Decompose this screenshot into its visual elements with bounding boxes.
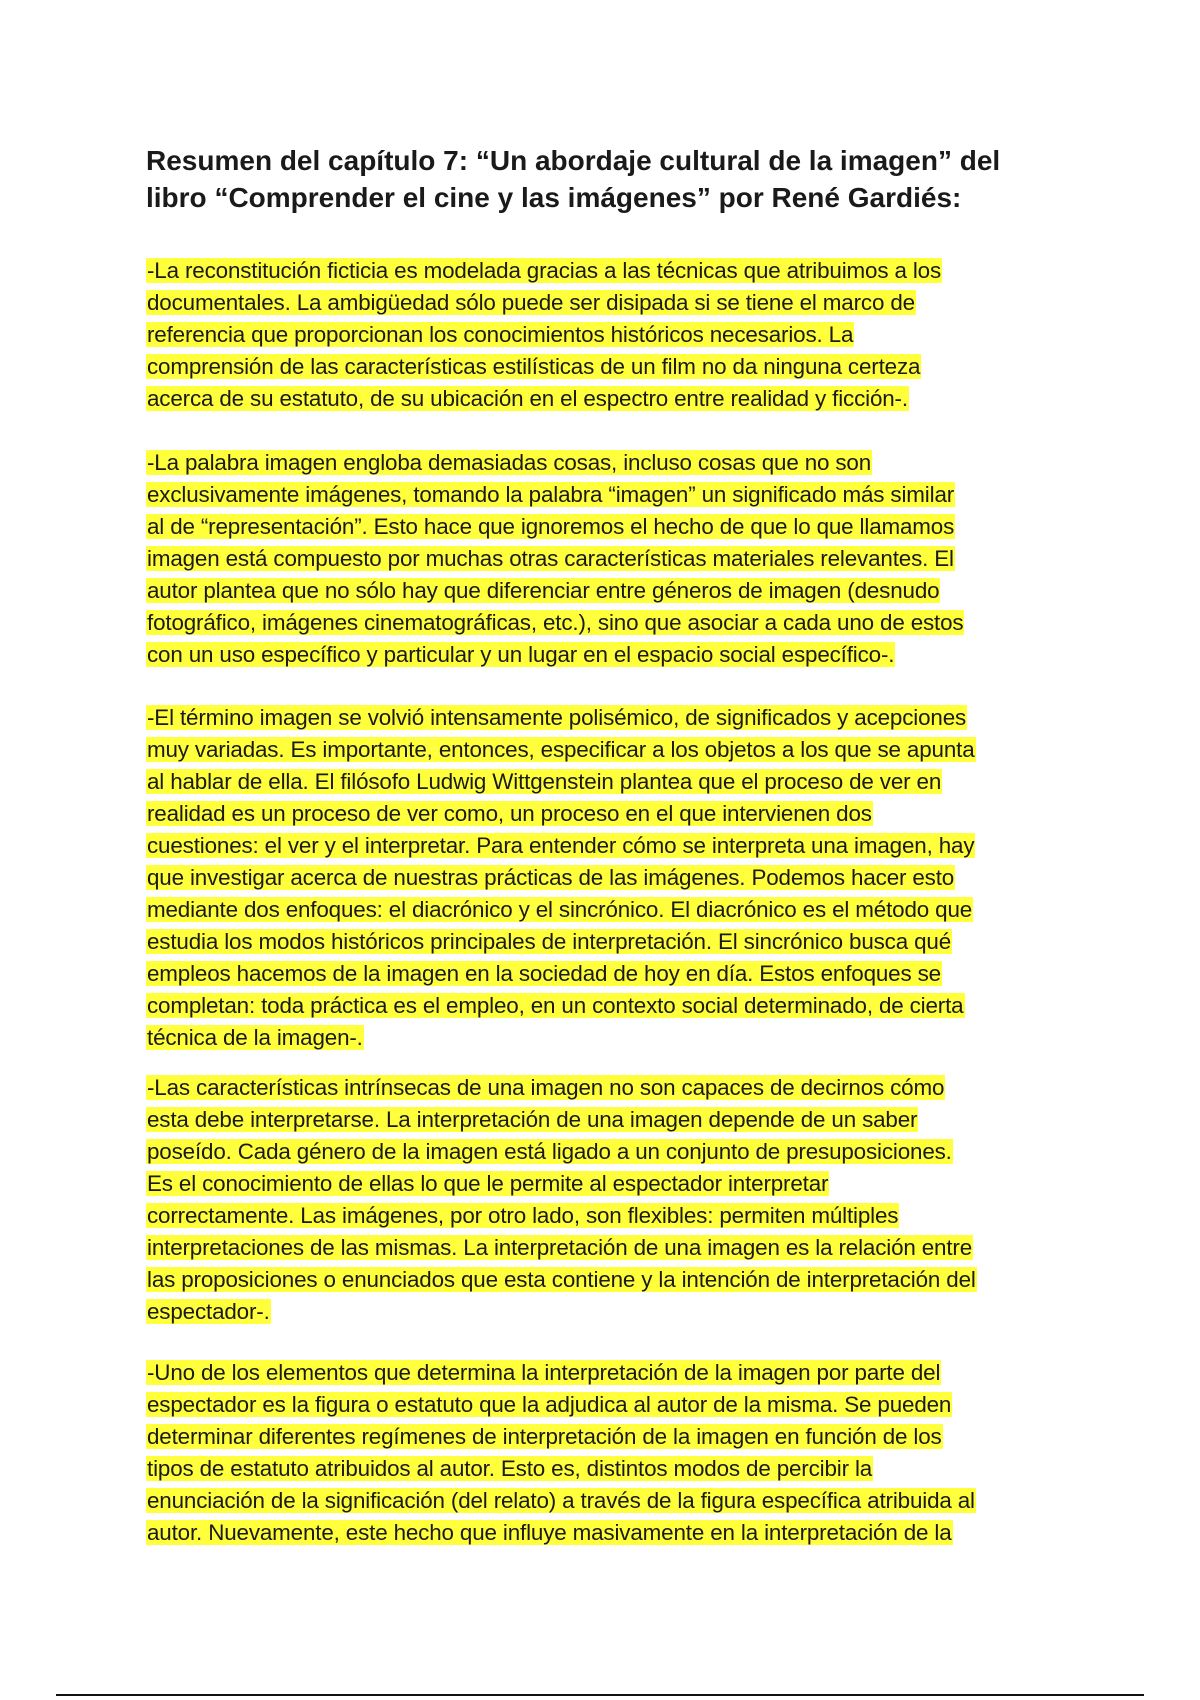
text-line: [146, 1357, 1076, 1389]
text-line: [146, 894, 1076, 926]
highlighted-text: esta debe interpretarse. La interpretación de una imagen depende de un saber: [147, 1107, 918, 1132]
text-line: [146, 1517, 1076, 1549]
text-line: [146, 511, 1076, 543]
highlighted-text: -La reconstitución ficticia es modelada gracias a las técnicas que atribuimos a los: [147, 258, 942, 283]
highlighted-text: documentales. La ambigüedad sólo puede ser disipada si se tiene el marco de: [147, 290, 915, 315]
text-line: [146, 734, 1076, 766]
highlighted-text: cuestiones: el ver y el interpretar. Para entender cómo se interpreta una imagen, hay: [147, 833, 975, 858]
highlighted-text: exclusivamente imágenes, tomando la palabra “imagen” un significado más similar: [147, 482, 955, 507]
highlighted-text: imagen está compuesto por muchas otras características materiales relevantes. El: [147, 546, 954, 571]
page-bottom-divider: [56, 1694, 1144, 1696]
text-line: [146, 1168, 1076, 1200]
highlighted-text: Es el conocimiento de ellas lo que le permite al espectador interpretar: [147, 1171, 829, 1196]
text-line: [146, 702, 1076, 734]
text-line: [146, 990, 1076, 1022]
highlighted-text: -El término imagen se volvió intensamente polisémico, de significados y acepciones: [147, 705, 967, 730]
text-line: [146, 926, 1076, 958]
text-line: [146, 383, 1076, 415]
text-line: [146, 255, 1076, 287]
highlighted-text: correctamente. Las imágenes, por otro lado, son flexibles: permiten múltiples: [147, 1203, 899, 1228]
text-line: [146, 1136, 1076, 1168]
text-line: [146, 1264, 1076, 1296]
paragraph-caracteristicas-intrinsecas: [146, 1072, 1076, 1328]
highlighted-text: -La palabra imagen engloba demasiadas cosas, incluso cosas que no son: [147, 450, 872, 475]
highlighted-text: al de “representación”. Esto hace que ignoremos el hecho de que lo que llamamos: [147, 514, 955, 539]
highlighted-text: -Las características intrínsecas de una imagen no son capaces de decirnos cómo: [147, 1075, 945, 1100]
text-line: [146, 479, 1076, 511]
text-line: [146, 1421, 1076, 1453]
highlighted-text: muy variadas. Es importante, entonces, especificar a los objetos a los que se apunta: [147, 737, 975, 762]
text-line: [146, 862, 1076, 894]
paragraph-reconstitucion-ficticia: [146, 255, 1076, 415]
highlighted-text: determinar diferentes regímenes de interpretación de la imagen en función de los: [147, 1424, 942, 1449]
highlighted-text: realidad es un proceso de ver como, un proceso en el que intervienen dos: [147, 801, 872, 826]
text-line: [146, 1485, 1076, 1517]
text-line: [146, 1200, 1076, 1232]
title-line: libro “Comprender el cine y las imágenes” por René Gardiés:: [146, 182, 962, 213]
highlighted-text: tipos de estatuto atribuidos al autor. Esto es, distintos modos de percibir la: [147, 1456, 873, 1481]
text-line: [146, 1072, 1076, 1104]
highlighted-text: autor plantea que no sólo hay que diferenciar entre géneros de imagen (desnudo: [147, 578, 940, 603]
highlighted-text: las proposiciones o enunciados que esta contiene y la intención de interpretación del: [147, 1267, 976, 1292]
highlighted-text: espectador-.: [147, 1299, 270, 1324]
highlighted-text: estudia los modos históricos principales de interpretación. El sincrónico busca qué: [147, 929, 951, 954]
text-line: [146, 766, 1076, 798]
paragraph-palabra-imagen: [146, 447, 1076, 671]
text-line: [146, 958, 1076, 990]
text-line: [146, 447, 1076, 479]
paragraph-estatuto-autor: [146, 1357, 1076, 1549]
highlighted-text: poseído. Cada género de la imagen está ligado a un conjunto de presuposiciones.: [147, 1139, 952, 1164]
text-line: [146, 575, 1076, 607]
highlighted-text: comprensión de las características estilísticas de un film no da ninguna certeza: [147, 354, 921, 379]
text-line: [146, 1296, 1076, 1328]
highlighted-text: fotográfico, imágenes cinematográficas, etc.), sino que asociar a cada uno de estos: [147, 610, 964, 635]
text-line: [146, 798, 1076, 830]
text-line: [146, 639, 1076, 671]
highlighted-text: que investigar acerca de nuestras prácticas de las imágenes. Podemos hacer esto: [147, 865, 955, 890]
highlighted-text: técnica de la imagen-.: [147, 1025, 363, 1050]
highlighted-text: autor. Nuevamente, este hecho que influye masivamente en la interpretación de la: [147, 1520, 952, 1545]
text-line: [146, 351, 1076, 383]
highlighted-text: interpretaciones de las mismas. La interpretación de una imagen es la relación entre: [147, 1235, 973, 1260]
highlighted-text: al hablar de ella. El filósofo Ludwig Wittgenstein plantea que el proceso de ver en: [147, 769, 942, 794]
highlighted-text: -Uno de los elementos que determina la interpretación de la imagen por parte del: [147, 1360, 941, 1385]
text-line: [146, 1232, 1076, 1264]
document-title: [146, 142, 1046, 216]
highlighted-text: referencia que proporcionan los conocimientos históricos necesarios. La: [147, 322, 854, 347]
text-line: [146, 830, 1076, 862]
title-line: Resumen del capítulo 7: “Un abordaje cultural de la imagen” del: [146, 145, 1001, 176]
text-line: [146, 287, 1076, 319]
text-line: [146, 1389, 1076, 1421]
highlighted-text: acerca de su estatuto, de su ubicación en el espectro entre realidad y ficción-.: [147, 386, 908, 411]
highlighted-text: mediante dos enfoques: el diacrónico y el sincrónico. El diacrónico es el método que: [147, 897, 973, 922]
highlighted-text: espectador es la figura o estatuto que la adjudica al autor de la misma. Se pueden: [147, 1392, 952, 1417]
text-line: [146, 1022, 1076, 1054]
text-line: [146, 607, 1076, 639]
paragraph-termino-polisemico: [146, 702, 1076, 1054]
highlighted-text: con un uso específico y particular y un lugar en el espacio social específico-.: [147, 642, 895, 667]
text-line: [146, 543, 1076, 575]
highlighted-text: completan: toda práctica es el empleo, en un contexto social determinado, de cierta: [147, 993, 964, 1018]
text-line: [146, 319, 1076, 351]
highlighted-text: enunciación de la significación (del relato) a través de la figura específica atribuida al: [147, 1488, 975, 1513]
highlighted-text: empleos hacemos de la imagen en la sociedad de hoy en día. Estos enfoques se: [147, 961, 941, 986]
text-line: [146, 1453, 1076, 1485]
text-line: [146, 1104, 1076, 1136]
